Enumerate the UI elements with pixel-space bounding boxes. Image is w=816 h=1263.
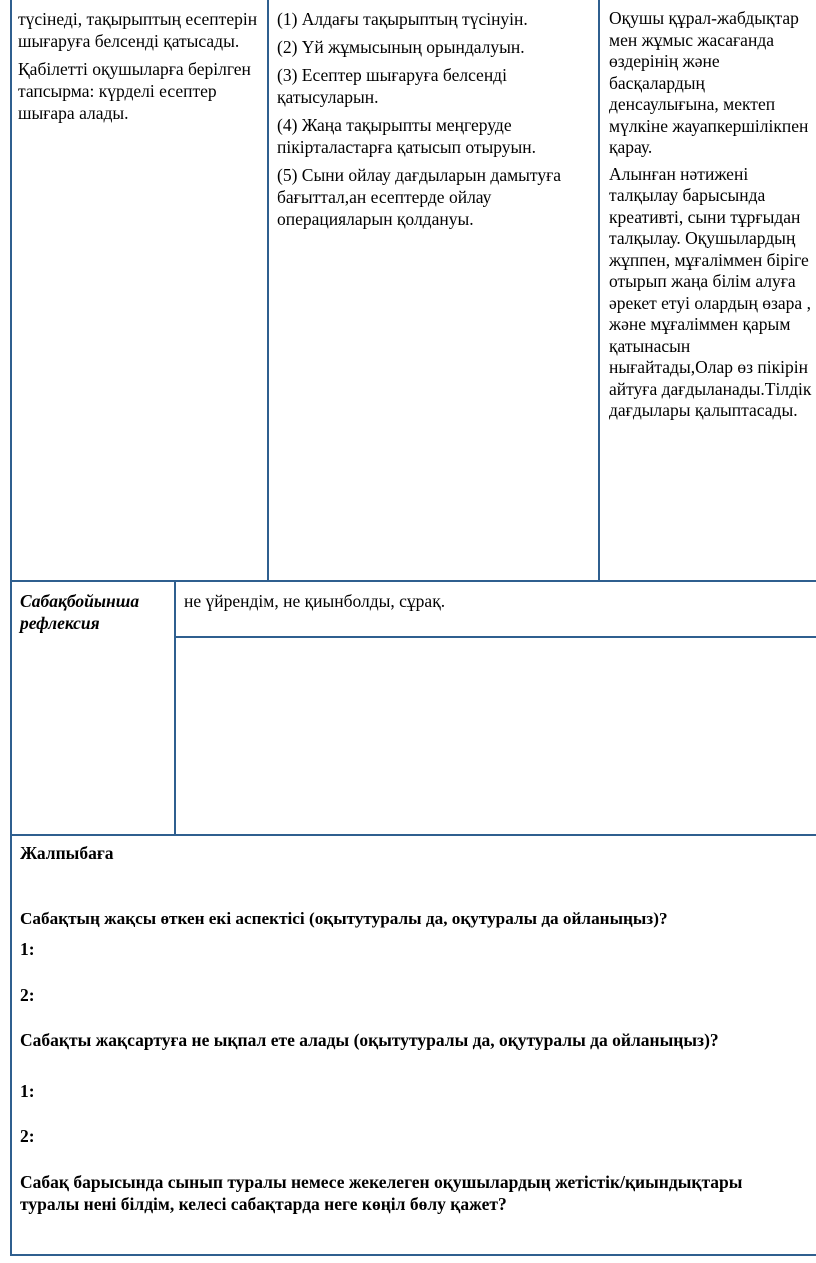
question-1-answer-2: 2:	[20, 985, 35, 1005]
criteria-item-4: (4) Жаңа тақырыпты меңгеруде пікірталастарға қатысып отыруын.	[277, 115, 537, 157]
question-1-answer-1: 1:	[20, 939, 35, 959]
question-2-answer-1: 1:	[20, 1081, 35, 1101]
criteria-item-1: (1) Алдағы тақырыптың түсінуін.	[277, 9, 528, 29]
question-2: Сабақты жақсартуға не ықпал ете алады (оқытутуралы да, оқутуралы да ойланыңыз)?	[20, 1030, 719, 1050]
criteria-item-2: (2) Үй жұмысының орындалуын.	[277, 37, 525, 57]
col-divider-1	[267, 0, 269, 580]
table-border-left	[10, 0, 12, 1256]
expected-results-cell	[18, 8, 262, 130]
row-divider-2	[10, 834, 816, 836]
row-divider-1	[10, 580, 816, 582]
criteria-item-5: (5) Сыни ойлау дағдыларын дамытуға бағыттал,ан есептерде ойлау операцияларын қолдануы.	[277, 165, 562, 229]
question-1: Сабақтың жақсы өткен екі аспектісі (оқытутуралы да, оқутуралы да ойланыңыз)?	[20, 909, 668, 928]
question-2-answer-2: 2:	[20, 1126, 35, 1146]
general-assessment-heading: Жалпыбаға	[20, 843, 114, 863]
safety-text: Оқушы құрал-жабдықтар мен жұмыс жасағанда өздерінің және басқалардың денсаулығына, мектеп мүлкіне жауапкершілікпен қарау.	[609, 8, 809, 157]
reflection-answer-area[interactable]	[176, 638, 816, 834]
capable-students-task: Қабілетті оқушыларға берілген тапсырма: күрделі есептер шығара алады.	[18, 59, 251, 123]
question-3: Сабақ барысында сынып туралы немесе жекелеген оқушылардың жетістік/қиындықтары туралы нені білдім, келесі сабақтарда неге көңіл бөлу қажет?	[20, 1172, 743, 1214]
values-cell	[609, 8, 816, 428]
discussion-text: Алынған нәтижені талқылау барысында креативті, сыни тұрғыдан талқылау. Оқушылардың жұппен, мұғаліммен біріге отырып жаңа білім алуға әрекет етуі олардың өзара , және мұғаліммен қарым қатынасын нығайтады,Олар өз пікірін айтуға дағдыланады.Тілдік дағдылары қалыптасады.	[609, 163, 812, 420]
col-divider-2	[598, 0, 600, 580]
expected-results-text: түсінеді, тақырыптың есептерін шығаруға белсенді қатысады.	[18, 9, 258, 51]
reflection-label: Сабақбойынша рефлексия	[20, 591, 140, 633]
criteria-item-3: (3) Есептер шығаруға белсенді қатысуларын.	[277, 65, 507, 107]
table-border-bottom	[10, 1254, 816, 1256]
assessment-criteria-cell	[277, 8, 593, 236]
reflection-prompt: не үйрендім, не қиынболды, сұрақ.	[184, 591, 446, 611]
